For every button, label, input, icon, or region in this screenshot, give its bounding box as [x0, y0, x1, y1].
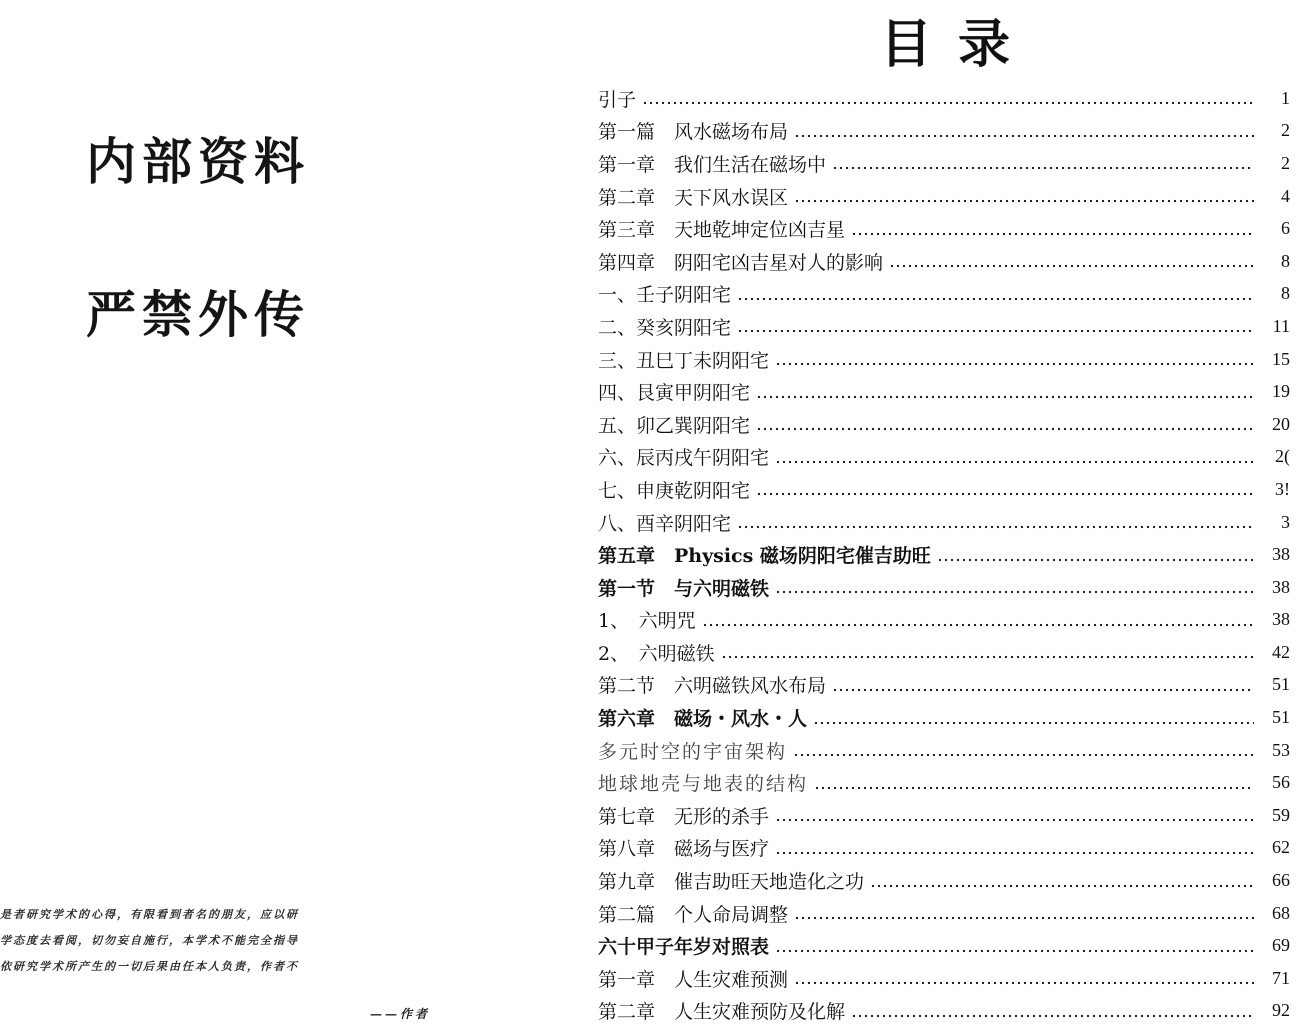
dot-leader	[775, 818, 1254, 822]
toc-entry-page: 11	[1272, 315, 1290, 336]
toc-entry	[598, 115, 1290, 148]
toc-entry-label: 第五章 Physics 磁场阴阳宅催吉助旺	[598, 545, 931, 568]
toc-entry-page: 51	[1272, 707, 1290, 728]
toc-entry	[598, 278, 1290, 311]
toc-entry-label: 第七章 无形的杀手	[598, 805, 770, 828]
dot-leader	[737, 297, 1254, 301]
toc-entry-label: 第八章 磁场与医疗	[598, 838, 770, 861]
toc-entry	[598, 604, 1290, 637]
toc-entry	[598, 473, 1290, 506]
dot-leader	[870, 884, 1254, 888]
toc-entry-label: 1、 六明咒	[598, 610, 696, 633]
toc-entry-label: 第九章 催吉助旺天地造化之功	[598, 871, 865, 894]
toc-entry-page: 71	[1272, 967, 1290, 988]
toc-entry-page: 92	[1272, 1000, 1290, 1021]
toc-entry-label: 地球地壳与地表的结构	[598, 773, 809, 796]
dot-leader	[702, 623, 1254, 627]
toc-entry	[598, 408, 1290, 441]
toc-entry	[598, 864, 1290, 897]
toc-entry-label: 七、申庚乾阴阳宅	[598, 479, 751, 502]
dot-leader	[737, 525, 1254, 529]
toc-entry-page: 20	[1272, 413, 1290, 434]
toc-entry-page: 53	[1272, 739, 1290, 760]
toc-entry	[598, 180, 1290, 213]
toc-entry-page: 6	[1281, 218, 1290, 239]
dot-leader	[775, 460, 1254, 464]
toc-entry-label: 2、 六明磁铁	[598, 642, 715, 665]
toc-entry-label: 第二章 人生灾难预防及化解	[598, 1001, 846, 1024]
dot-leader	[756, 427, 1254, 431]
confidential-stamp: 内部资料	[86, 133, 310, 191]
toc-entry	[598, 962, 1290, 995]
toc-entry-label: 五、卯乙巽阴阳宅	[598, 414, 751, 437]
toc-entry-label: 第一篇 风水磁场布局	[598, 121, 789, 144]
toc-entry	[598, 571, 1290, 604]
toc-entry-page: 8	[1281, 283, 1290, 304]
toc-entry-label: 第一节 与六明磁铁	[598, 577, 770, 600]
toc-entry-label: 六、辰丙戌午阴阳宅	[598, 447, 770, 470]
toc-entry-label: 四、艮寅甲阴阳宅	[598, 382, 751, 405]
toc-entry-page: 38	[1272, 576, 1290, 597]
dot-leader	[794, 916, 1254, 920]
toc-entry-label: 六十甲子年岁对照表	[598, 936, 770, 959]
toc-entry	[598, 832, 1290, 865]
author-disclaimer	[0, 902, 490, 980]
dot-leader	[737, 329, 1254, 333]
toc-entry	[598, 766, 1290, 799]
dot-leader	[794, 134, 1254, 138]
toc-entry-page: 2	[1281, 120, 1290, 141]
dot-leader	[642, 101, 1254, 105]
dot-leader	[775, 851, 1254, 855]
dot-leader	[793, 753, 1254, 757]
toc-entry	[598, 669, 1290, 702]
toc-entry-label: 第二节 六明磁铁风水布局	[598, 675, 827, 698]
toc-entry	[598, 799, 1290, 832]
toc-entry-label: 多元时空的宇宙架构	[598, 740, 788, 763]
toc-entry-label: 第一章 人生灾难预测	[598, 968, 789, 991]
toc-entry-label: 八、酉辛阴阳宅	[598, 512, 732, 535]
toc-entry-page: 51	[1272, 674, 1290, 695]
toc-entry-label: 引子	[598, 88, 637, 111]
toc-entry-page: 1	[1281, 87, 1290, 108]
dot-leader	[775, 362, 1254, 366]
disclaimer-line: 是者研究学术的心得，有限看到者名的朋友，应以研	[0, 908, 299, 921]
toc-entry-page: 66	[1272, 870, 1290, 891]
toc-entry	[598, 636, 1290, 669]
toc-entry-page: 2(	[1275, 446, 1290, 467]
dot-leader	[775, 590, 1254, 594]
disclaimer-line: 依研究学术所产生的一切后果由任本人负责，作者不	[0, 960, 299, 973]
toc-entry	[598, 734, 1290, 767]
toc-entry-page: 8	[1281, 250, 1290, 271]
dot-leader	[889, 264, 1254, 268]
dot-leader	[721, 655, 1254, 659]
toc-entry-label: 三、丑巳丁未阴阳宅	[598, 349, 770, 372]
toc-entry-page: 62	[1272, 837, 1290, 858]
dot-leader	[813, 721, 1254, 725]
toc-entry-page: 3!	[1275, 478, 1290, 499]
toc-entry-label: 第三章 天地乾坤定位凶吉星	[598, 219, 846, 242]
toc-entry-page: 15	[1272, 348, 1290, 369]
toc-entry	[598, 441, 1290, 474]
toc-entry-page: 42	[1272, 641, 1290, 662]
toc-entry-page: 69	[1272, 935, 1290, 956]
dot-leader	[794, 981, 1254, 985]
dot-leader	[775, 949, 1254, 953]
dot-leader	[814, 786, 1254, 790]
toc-entry	[598, 538, 1290, 571]
toc-entry-label: 第二篇 个人命局调整	[598, 903, 789, 926]
toc-entry	[598, 375, 1290, 408]
toc-entry-label: 一、壬子阴阳宅	[598, 284, 732, 307]
toc-entry	[598, 245, 1290, 278]
toc-page	[580, 0, 1316, 1036]
disclaimer-line: 学态度去看阅，切勿妄自施行，本学术不能完全指导	[0, 934, 299, 947]
toc-title: 目录	[880, 15, 1037, 75]
toc-entry-page: 68	[1272, 902, 1290, 923]
dot-leader	[756, 492, 1254, 496]
toc-entry-page: 3	[1281, 511, 1290, 532]
dot-leader	[851, 232, 1254, 236]
toc-entry-page: 38	[1272, 609, 1290, 630]
toc-entry-page: 38	[1272, 544, 1290, 565]
toc-entry-page: 4	[1281, 185, 1290, 206]
no-distribution-stamp: 严禁外传	[86, 286, 310, 344]
dot-leader	[937, 558, 1254, 562]
toc-entry-page: 56	[1272, 772, 1290, 793]
toc-entry	[598, 212, 1290, 245]
toc-entry	[598, 310, 1290, 343]
dot-leader	[756, 395, 1254, 399]
toc-entry-label: 第二章 天下风水误区	[598, 186, 789, 209]
left-page	[0, 0, 580, 1036]
toc-entry-page: 19	[1272, 381, 1290, 402]
toc-list	[598, 82, 1290, 1027]
toc-entry	[598, 701, 1290, 734]
dot-leader	[851, 1014, 1254, 1018]
toc-entry	[598, 506, 1290, 539]
author-signature: ——作者	[370, 1007, 431, 1021]
toc-entry-label: 第一章 我们生活在磁场中	[598, 153, 827, 176]
toc-entry	[598, 897, 1290, 930]
toc-entry	[598, 147, 1290, 180]
toc-entry	[598, 995, 1290, 1028]
toc-entry	[598, 343, 1290, 376]
toc-entry-page: 2	[1281, 152, 1290, 173]
toc-entry-label: 第四章 阴阳宅凶吉星对人的影响	[598, 251, 884, 274]
dot-leader	[832, 166, 1254, 170]
toc-entry	[598, 929, 1290, 962]
toc-entry-label: 第六章 磁场・风水・人	[598, 708, 808, 731]
toc-entry	[598, 82, 1290, 115]
dot-leader	[832, 688, 1254, 692]
toc-entry-page: 59	[1272, 804, 1290, 825]
dot-leader	[794, 199, 1254, 203]
toc-entry-label: 二、癸亥阴阳宅	[598, 316, 732, 339]
